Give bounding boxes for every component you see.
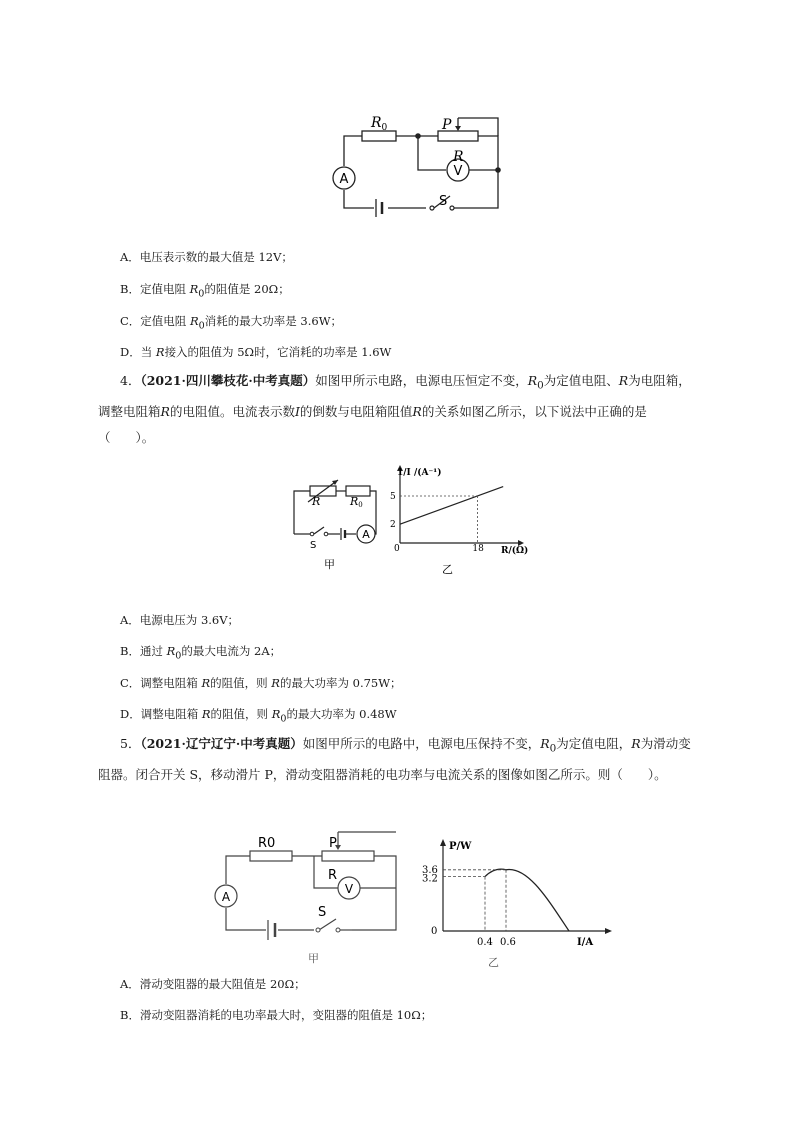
q5-option-a: A．滑动变阻器的最大阻值是 20Ω； [120, 977, 306, 991]
q4-r0-label: R0 [350, 495, 363, 509]
q5-chart-series-curve [485, 869, 569, 931]
q4-option-a: A．电源电压为 3.6V； [120, 613, 240, 627]
q5-option-b: B．滑动变阻器消耗的电功率最大时，变阻器的阻值是 10Ω； [120, 1008, 433, 1022]
q4-chart-series-line [400, 487, 503, 525]
q5-chart-tick-3-6: 3.6 [422, 864, 438, 876]
q4-r-label: R [312, 495, 321, 508]
q4-chart-tick-5: 5 [390, 492, 396, 502]
q4-stem: 4．（2021·四川攀枝花·中考真题）如图甲所示电路，电源电压恒定不变，$R_0$为定值电阻、R为电阻箱，调整电阻箱R的电阻值。电流表示数I的倒数与电阻箱阻值R的关系如图乙所示，以下说法中正确的是（ ）。 [98, 373, 691, 445]
q3-option-c: C．定值电阻 $R_0$消耗的最大功率是 3.6W； [120, 314, 343, 332]
q3-r0-resistor [362, 131, 396, 141]
q4-chart-xlabel: R/(Ω) [501, 546, 528, 556]
q5-r0-label: R0 [258, 836, 276, 851]
q3-circuit-diagram [320, 108, 520, 233]
q4-chart-tick-18: 18 [472, 544, 484, 554]
q3-option-d: D．当 R接入的阻值为 5Ω时，它消耗的功率是 1.6W [120, 345, 392, 359]
q5-chart-tick-0-6: 0.6 [500, 937, 516, 948]
q5-chart-xlabel: I/A [577, 937, 594, 948]
q3-option-b: B．定值电阻 $R_0$的阻值是 20Ω； [120, 282, 290, 300]
q5-chart-tick-0: 0 [431, 926, 438, 937]
q5-chart-tick-3-2: 3.2 [422, 873, 438, 885]
q5-r-resistor [322, 851, 374, 861]
q5-p-label: P [329, 836, 337, 851]
q5-chart [415, 836, 615, 971]
q4-chart-tick-0: 0 [394, 544, 400, 554]
q4-fig-yi-label: 乙 [442, 563, 453, 576]
q5-fig-jia-label: 甲 [308, 952, 319, 965]
q4-chart-ylabel: 1/I [397, 468, 411, 478]
q4-chart [388, 463, 528, 578]
q4-option-c: C．调整电阻箱 R的阻值，则 R的最大功率为 0.75W； [120, 676, 402, 690]
q4-switch-label: S [310, 540, 317, 551]
q4-chart-tick-2: 2 [390, 520, 396, 531]
q4-option-d: D．调整电阻箱 R的阻值，则 $R_0$的最大功率为 0.48W [120, 707, 397, 725]
q4-chart-ylabel-unit: /(A⁻¹) [414, 468, 442, 478]
q3-r-label: R [453, 149, 464, 165]
q4-circuit-diagram [282, 474, 382, 574]
q5-circuit-diagram [210, 826, 415, 968]
q3-voltmeter-label: V [453, 164, 463, 179]
q5-fig-yi-label: 乙 [488, 956, 499, 969]
q4-ammeter-label: A [362, 528, 370, 541]
q5-stem: 5．（2021·辽宁辽宁·中考真题）如图甲所示的电路中，电源电压保持不变，$R_0$为定值电阻，R为滑动变阻器。闭合开关 S，移动滑片 P，滑动变阻器消耗的电功率与电流关系的图像如图乙所示。则（ ）。 [98, 736, 691, 782]
q3-option-a: A．电压表示数的最大值是 12V； [120, 250, 293, 264]
q5-chart-y-arrow [440, 839, 446, 846]
q5-chart-x-arrow [605, 928, 612, 934]
q5-r0-resistor [250, 851, 292, 861]
q3-junction-dot [415, 133, 421, 139]
q5-ammeter-label: A [221, 890, 231, 904]
q3-ammeter-label: A [339, 172, 349, 187]
q5-voltmeter-label: V [344, 882, 354, 896]
q5-switch-label: S [318, 905, 327, 920]
q4-fig-jia-label: 甲 [324, 558, 335, 571]
q3-r0-label: $R_0$ [371, 115, 388, 133]
q3-switch-label: S [439, 194, 448, 209]
q4-option-b: B．通过 $R_0$的最大电流为 2A； [120, 644, 282, 662]
q5-chart-ylabel: P/W [449, 841, 472, 852]
q3-junction-dot [495, 167, 501, 173]
q3-p-label: P [442, 117, 452, 133]
q5-r-label: R [328, 868, 338, 883]
q5-chart-tick-0-4: 0.4 [477, 937, 493, 948]
